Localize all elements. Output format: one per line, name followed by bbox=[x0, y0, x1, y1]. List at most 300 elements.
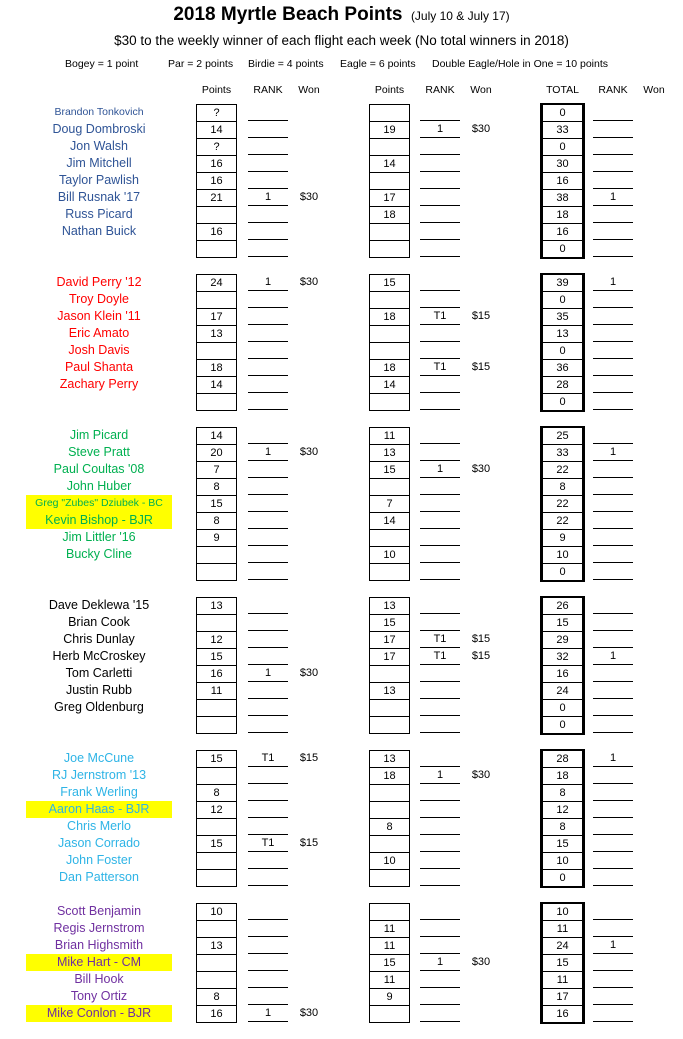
rank-week2-cell bbox=[420, 988, 460, 1005]
rank-total-cell bbox=[593, 512, 633, 529]
points-week2-cell: 13 bbox=[369, 750, 410, 768]
points-week2-cell: 14 bbox=[369, 376, 410, 394]
player-name: Chris Dunlay bbox=[63, 632, 135, 646]
rank-week1-cell bbox=[248, 342, 288, 359]
points-week1-cell: 18 bbox=[196, 359, 237, 377]
won-week1-cell bbox=[289, 138, 329, 154]
rank-week1-cell bbox=[248, 223, 288, 240]
won-week2-cell bbox=[461, 223, 501, 239]
player-name: Bucky Cline bbox=[66, 547, 132, 561]
rank-week1-cell bbox=[248, 546, 288, 563]
points-week2-cell bbox=[369, 869, 410, 887]
total-cell: 17 bbox=[542, 988, 583, 1006]
rank-total-cell bbox=[593, 835, 633, 852]
points-week2-cell bbox=[369, 240, 410, 258]
points-week1-cell: 24 bbox=[196, 274, 237, 292]
rank-total-cell bbox=[593, 240, 633, 257]
points-week2-cell bbox=[369, 529, 410, 547]
rank-week1-cell bbox=[248, 121, 288, 138]
points-week1-cell: 17 bbox=[196, 308, 237, 326]
won-week1-cell bbox=[289, 529, 329, 545]
header-won-total: Won bbox=[643, 84, 665, 96]
points-week2-cell bbox=[369, 172, 410, 190]
rank-week1-cell bbox=[248, 563, 288, 580]
points-week1-cell bbox=[196, 614, 237, 632]
points-week2-cell: 18 bbox=[369, 359, 410, 377]
player-name: Dave Deklewa '15 bbox=[48, 598, 150, 612]
rank-week1-cell: 1 bbox=[248, 444, 288, 461]
total-cell: 16 bbox=[542, 172, 583, 190]
won-week1-cell bbox=[289, 869, 329, 885]
player-name: Mike Hart - CM bbox=[26, 954, 172, 971]
player-name: Nathan Buick bbox=[61, 224, 137, 238]
rank-week2-cell bbox=[420, 835, 460, 852]
total-cell: 10 bbox=[542, 546, 583, 564]
total-cell: 8 bbox=[542, 784, 583, 802]
won-week1-cell: $30 bbox=[299, 1007, 319, 1019]
player-name: Zachary Perry bbox=[59, 377, 139, 391]
total-cell: 15 bbox=[542, 954, 583, 972]
won-week1-cell bbox=[289, 784, 329, 800]
won-week1-cell bbox=[289, 393, 329, 409]
points-week2-cell: 11 bbox=[369, 971, 410, 989]
total-cell: 12 bbox=[542, 801, 583, 819]
rank-week1-cell bbox=[248, 512, 288, 529]
rank-week1-cell bbox=[248, 597, 288, 614]
total-cell: 0 bbox=[542, 869, 583, 887]
rank-week2-cell bbox=[420, 512, 460, 529]
total-cell: 28 bbox=[542, 750, 583, 768]
points-week1-cell: 8 bbox=[196, 784, 237, 802]
rank-week1-cell bbox=[248, 172, 288, 189]
won-week2-cell: $15 bbox=[471, 650, 491, 662]
won-week2-cell: $30 bbox=[471, 123, 491, 135]
points-week1-cell bbox=[196, 920, 237, 938]
points-week2-cell bbox=[369, 716, 410, 734]
rank-week1-cell bbox=[248, 631, 288, 648]
won-week2-cell: $15 bbox=[471, 633, 491, 645]
points-week1-cell: 15 bbox=[196, 750, 237, 768]
points-week2-cell bbox=[369, 291, 410, 309]
points-week1-cell: 9 bbox=[196, 529, 237, 547]
points-week1-cell: 8 bbox=[196, 988, 237, 1006]
player-name: Brandon Tonkovich bbox=[54, 106, 144, 118]
won-week2-cell bbox=[461, 818, 501, 834]
won-week2-cell bbox=[461, 750, 501, 766]
scoring-eagle: Eagle = 6 points bbox=[340, 58, 416, 70]
rank-week1-cell bbox=[248, 852, 288, 869]
points-week2-cell bbox=[369, 138, 410, 156]
won-week2-cell bbox=[461, 920, 501, 936]
total-cell: 18 bbox=[542, 206, 583, 224]
rank-total-cell bbox=[593, 767, 633, 784]
total-cell: 15 bbox=[542, 614, 583, 632]
rank-week1-cell bbox=[248, 682, 288, 699]
scoring-bogey: Bogey = 1 point bbox=[65, 58, 139, 70]
points-week2-cell bbox=[369, 835, 410, 853]
points-week1-cell: 12 bbox=[196, 631, 237, 649]
total-cell: 10 bbox=[542, 852, 583, 870]
points-week2-cell: 13 bbox=[369, 682, 410, 700]
rank-week2-cell bbox=[420, 682, 460, 699]
rank-week1-cell bbox=[248, 325, 288, 342]
header-won-week2: Won bbox=[470, 84, 492, 96]
points-week2-cell: 14 bbox=[369, 512, 410, 530]
total-cell: 24 bbox=[542, 937, 583, 955]
rank-total-cell: 1 bbox=[593, 750, 633, 767]
won-week2-cell bbox=[461, 699, 501, 715]
points-week1-cell: 16 bbox=[196, 1005, 237, 1023]
won-week1-cell bbox=[289, 767, 329, 783]
points-week1-cell: 13 bbox=[196, 325, 237, 343]
points-week1-cell bbox=[196, 563, 237, 581]
points-week2-cell: 17 bbox=[369, 189, 410, 207]
won-week2-cell bbox=[461, 172, 501, 188]
rank-week1-cell bbox=[248, 529, 288, 546]
total-cell: 0 bbox=[542, 699, 583, 717]
won-week1-cell bbox=[289, 512, 329, 528]
points-week2-cell: 11 bbox=[369, 920, 410, 938]
won-week2-cell: $30 bbox=[471, 956, 491, 968]
player-name: Jon Walsh bbox=[70, 139, 128, 153]
won-week1-cell bbox=[289, 359, 329, 375]
won-week2-cell bbox=[461, 716, 501, 732]
title-text: 2018 Myrtle Beach Points bbox=[173, 4, 403, 25]
rank-week1-cell bbox=[248, 614, 288, 631]
points-week2-cell: 15 bbox=[369, 461, 410, 479]
rank-week1-cell: T1 bbox=[248, 835, 288, 852]
rank-total-cell bbox=[593, 869, 633, 886]
rank-week1-cell bbox=[248, 155, 288, 172]
rank-week1-cell bbox=[248, 308, 288, 325]
rank-total-cell bbox=[593, 359, 633, 376]
header-won-week1: Won bbox=[298, 84, 320, 96]
points-week2-cell bbox=[369, 1005, 410, 1023]
rank-total-cell bbox=[593, 529, 633, 546]
points-week1-cell bbox=[196, 716, 237, 734]
rank-total-cell bbox=[593, 903, 633, 920]
won-week2-cell bbox=[461, 903, 501, 919]
rank-week2-cell bbox=[420, 801, 460, 818]
points-week2-cell bbox=[369, 104, 410, 122]
player-name: Jason Klein '11 bbox=[57, 309, 141, 323]
header-rank-week1: RANK bbox=[253, 84, 283, 96]
points-week1-cell: 12 bbox=[196, 801, 237, 819]
rank-total-cell bbox=[593, 546, 633, 563]
header-rank-week2: RANK bbox=[425, 84, 455, 96]
player-name: Paul Coultas '08 bbox=[53, 462, 145, 476]
rank-week2-cell bbox=[420, 903, 460, 920]
won-week2-cell bbox=[461, 614, 501, 630]
rank-total-cell bbox=[593, 784, 633, 801]
points-week2-cell: 17 bbox=[369, 648, 410, 666]
rank-week2-cell bbox=[420, 750, 460, 767]
points-week1-cell bbox=[196, 869, 237, 887]
points-week2-cell bbox=[369, 342, 410, 360]
total-cell: 39 bbox=[542, 274, 583, 292]
points-week1-cell: 15 bbox=[196, 648, 237, 666]
won-week1-cell bbox=[289, 988, 329, 1004]
total-cell: 0 bbox=[542, 393, 583, 411]
header-total: TOTAL bbox=[546, 84, 579, 96]
player-name: Josh Davis bbox=[68, 343, 130, 357]
rank-week2-cell bbox=[420, 699, 460, 716]
won-week1-cell: $15 bbox=[299, 752, 319, 764]
won-week2-cell bbox=[461, 784, 501, 800]
total-cell: 16 bbox=[542, 665, 583, 683]
won-week1-cell bbox=[289, 682, 329, 698]
player-name: Dan Patterson bbox=[59, 870, 139, 884]
rank-week1-cell bbox=[248, 291, 288, 308]
won-week2-cell bbox=[461, 342, 501, 358]
points-week1-cell bbox=[196, 971, 237, 989]
rank-week2-cell bbox=[420, 716, 460, 733]
player-name: Kevin Bishop - BJR bbox=[26, 512, 172, 529]
rank-week2-cell bbox=[420, 597, 460, 614]
player-name bbox=[14, 716, 184, 733]
points-week1-cell: 8 bbox=[196, 512, 237, 530]
points-week2-cell: 14 bbox=[369, 155, 410, 173]
points-week2-cell: 15 bbox=[369, 614, 410, 632]
won-week2-cell bbox=[461, 291, 501, 307]
won-week2-cell bbox=[461, 682, 501, 698]
won-week2-cell bbox=[461, 206, 501, 222]
won-week2-cell: $30 bbox=[471, 769, 491, 781]
rank-total-cell: 1 bbox=[593, 648, 633, 665]
won-week1-cell bbox=[289, 104, 329, 120]
points-week2-cell: 15 bbox=[369, 274, 410, 292]
won-week2-cell bbox=[461, 546, 501, 562]
total-cell: 16 bbox=[542, 223, 583, 241]
scoring-double-eagle: Double Eagle/Hole in One = 10 points bbox=[432, 58, 608, 70]
total-cell: 0 bbox=[542, 563, 583, 581]
rank-week2-cell bbox=[420, 444, 460, 461]
rank-total-cell bbox=[593, 631, 633, 648]
rank-total-cell bbox=[593, 172, 633, 189]
rank-total-cell bbox=[593, 155, 633, 172]
rank-week1-cell bbox=[248, 359, 288, 376]
player-name: Tony Ortiz bbox=[70, 989, 128, 1003]
rank-total-cell bbox=[593, 920, 633, 937]
won-week2-cell bbox=[461, 104, 501, 120]
rank-total-cell bbox=[593, 563, 633, 580]
rank-week2-cell bbox=[420, 563, 460, 580]
won-week2-cell bbox=[461, 835, 501, 851]
total-cell: 26 bbox=[542, 597, 583, 615]
won-week1-cell bbox=[289, 597, 329, 613]
rank-week1-cell bbox=[248, 869, 288, 886]
player-name: Justin Rubb bbox=[65, 683, 132, 697]
won-week1-cell bbox=[289, 342, 329, 358]
won-week1-cell bbox=[289, 376, 329, 392]
player-name: Brian Cook bbox=[68, 615, 130, 629]
rank-total-cell bbox=[593, 325, 633, 342]
rank-total-cell bbox=[593, 954, 633, 971]
player-name: David Perry '12 bbox=[56, 275, 142, 289]
rank-week2-cell bbox=[420, 189, 460, 206]
player-name: Steve Pratt bbox=[68, 445, 130, 459]
player-name: Greg Oldenburg bbox=[54, 700, 144, 714]
won-week2-cell bbox=[461, 155, 501, 171]
points-week1-cell: 16 bbox=[196, 223, 237, 241]
won-week1-cell: $15 bbox=[299, 837, 319, 849]
rank-week2-cell bbox=[420, 920, 460, 937]
points-week1-cell: 14 bbox=[196, 376, 237, 394]
rank-week1-cell bbox=[248, 648, 288, 665]
won-week2-cell: $30 bbox=[471, 463, 491, 475]
total-cell: 22 bbox=[542, 512, 583, 530]
rank-week1-cell bbox=[248, 903, 288, 920]
points-week1-cell: 21 bbox=[196, 189, 237, 207]
rank-week2-cell bbox=[420, 529, 460, 546]
rank-total-cell bbox=[593, 614, 633, 631]
rank-week1-cell bbox=[248, 393, 288, 410]
player-name: Jim Littler '16 bbox=[62, 530, 136, 544]
rank-total-cell bbox=[593, 1005, 633, 1022]
rank-total-cell: 1 bbox=[593, 444, 633, 461]
player-name: Bill Rusnak '17 bbox=[57, 190, 141, 204]
total-cell: 33 bbox=[542, 444, 583, 462]
points-week2-cell: 18 bbox=[369, 308, 410, 326]
won-week2-cell bbox=[461, 852, 501, 868]
rank-total-cell bbox=[593, 427, 633, 444]
rank-week2-cell bbox=[420, 274, 460, 291]
points-week2-cell: 19 bbox=[369, 121, 410, 139]
points-week1-cell: 14 bbox=[196, 427, 237, 445]
points-week2-cell: 9 bbox=[369, 988, 410, 1006]
rank-total-cell bbox=[593, 801, 633, 818]
points-week1-cell: 15 bbox=[196, 495, 237, 513]
player-name: Scott Benjamin bbox=[56, 904, 142, 918]
rank-week2-cell bbox=[420, 206, 460, 223]
won-week1-cell bbox=[289, 495, 329, 511]
rank-total-cell: 1 bbox=[593, 274, 633, 291]
rank-week1-cell: 1 bbox=[248, 189, 288, 206]
points-week1-cell bbox=[196, 291, 237, 309]
rank-week1-cell bbox=[248, 376, 288, 393]
won-week2-cell: $15 bbox=[471, 310, 491, 322]
won-week1-cell bbox=[289, 852, 329, 868]
header-points-week1: Points bbox=[201, 84, 232, 96]
rank-week2-cell bbox=[420, 138, 460, 155]
points-week2-cell bbox=[369, 665, 410, 683]
rank-week2-cell bbox=[420, 427, 460, 444]
points-week1-cell: 11 bbox=[196, 682, 237, 700]
total-cell: 22 bbox=[542, 495, 583, 513]
total-cell: 11 bbox=[542, 971, 583, 989]
won-week2-cell bbox=[461, 444, 501, 460]
total-cell: 18 bbox=[542, 767, 583, 785]
total-cell: 24 bbox=[542, 682, 583, 700]
rank-week1-cell bbox=[248, 206, 288, 223]
rank-week2-cell bbox=[420, 325, 460, 342]
player-name bbox=[14, 563, 184, 580]
won-week1-cell bbox=[289, 325, 329, 341]
points-week2-cell: 11 bbox=[369, 427, 410, 445]
total-cell: 16 bbox=[542, 1005, 583, 1023]
points-week1-cell bbox=[196, 699, 237, 717]
player-name: Troy Doyle bbox=[69, 292, 129, 306]
rank-total-cell bbox=[593, 988, 633, 1005]
total-cell: 13 bbox=[542, 325, 583, 343]
won-week1-cell bbox=[289, 818, 329, 834]
header-rank-total: RANK bbox=[598, 84, 628, 96]
won-week2-cell bbox=[461, 495, 501, 511]
points-week1-cell bbox=[196, 818, 237, 836]
player-name bbox=[14, 393, 184, 410]
rank-week2-cell bbox=[420, 495, 460, 512]
points-week2-cell bbox=[369, 784, 410, 802]
rank-total-cell bbox=[593, 342, 633, 359]
player-name: Brian Highsmith bbox=[54, 938, 144, 952]
won-week2-cell bbox=[461, 478, 501, 494]
won-week2-cell bbox=[461, 240, 501, 256]
total-cell: 28 bbox=[542, 376, 583, 394]
rank-week2-cell bbox=[420, 665, 460, 682]
won-week1-cell bbox=[289, 427, 329, 443]
rank-week2-cell bbox=[420, 376, 460, 393]
points-week2-cell bbox=[369, 801, 410, 819]
rank-total-cell bbox=[593, 699, 633, 716]
rank-week1-cell bbox=[248, 699, 288, 716]
points-week2-cell bbox=[369, 903, 410, 921]
won-week1-cell bbox=[289, 546, 329, 562]
total-cell: 30 bbox=[542, 155, 583, 173]
player-name: Jim Picard bbox=[69, 428, 129, 442]
rank-total-cell bbox=[593, 495, 633, 512]
rank-total-cell: 1 bbox=[593, 189, 633, 206]
points-week2-cell: 18 bbox=[369, 206, 410, 224]
rank-week2-cell bbox=[420, 869, 460, 886]
won-week2-cell bbox=[461, 189, 501, 205]
total-cell: 9 bbox=[542, 529, 583, 547]
rank-week1-cell bbox=[248, 937, 288, 954]
won-week2-cell bbox=[461, 325, 501, 341]
won-week1-cell bbox=[289, 954, 329, 970]
won-week2-cell bbox=[461, 971, 501, 987]
rank-total-cell bbox=[593, 291, 633, 308]
rank-total-cell bbox=[593, 104, 633, 121]
won-week1-cell bbox=[289, 291, 329, 307]
player-name: RJ Jernstrom '13 bbox=[51, 768, 147, 782]
total-cell: 36 bbox=[542, 359, 583, 377]
won-week2-cell bbox=[461, 427, 501, 443]
rank-week2-cell bbox=[420, 478, 460, 495]
won-week1-cell bbox=[289, 614, 329, 630]
rank-week2-cell bbox=[420, 614, 460, 631]
rank-total-cell bbox=[593, 818, 633, 835]
won-week1-cell bbox=[289, 699, 329, 715]
rank-total-cell bbox=[593, 971, 633, 988]
rank-week2-cell: 1 bbox=[420, 954, 460, 971]
total-cell: 33 bbox=[542, 121, 583, 139]
rank-week1-cell bbox=[248, 767, 288, 784]
rank-total-cell bbox=[593, 138, 633, 155]
rank-week2-cell: 1 bbox=[420, 767, 460, 784]
player-name: Russ Picard bbox=[65, 207, 133, 221]
won-week2-cell: $15 bbox=[471, 361, 491, 373]
points-week1-cell bbox=[196, 852, 237, 870]
player-name: Joe McCune bbox=[63, 751, 135, 765]
rank-week1-cell bbox=[248, 104, 288, 121]
total-cell: 0 bbox=[542, 104, 583, 122]
rank-total-cell bbox=[593, 461, 633, 478]
rank-total-cell bbox=[593, 206, 633, 223]
won-week2-cell bbox=[461, 988, 501, 1004]
player-name: Herb McCroskey bbox=[52, 649, 146, 663]
won-week2-cell bbox=[461, 937, 501, 953]
points-week2-cell: 11 bbox=[369, 937, 410, 955]
